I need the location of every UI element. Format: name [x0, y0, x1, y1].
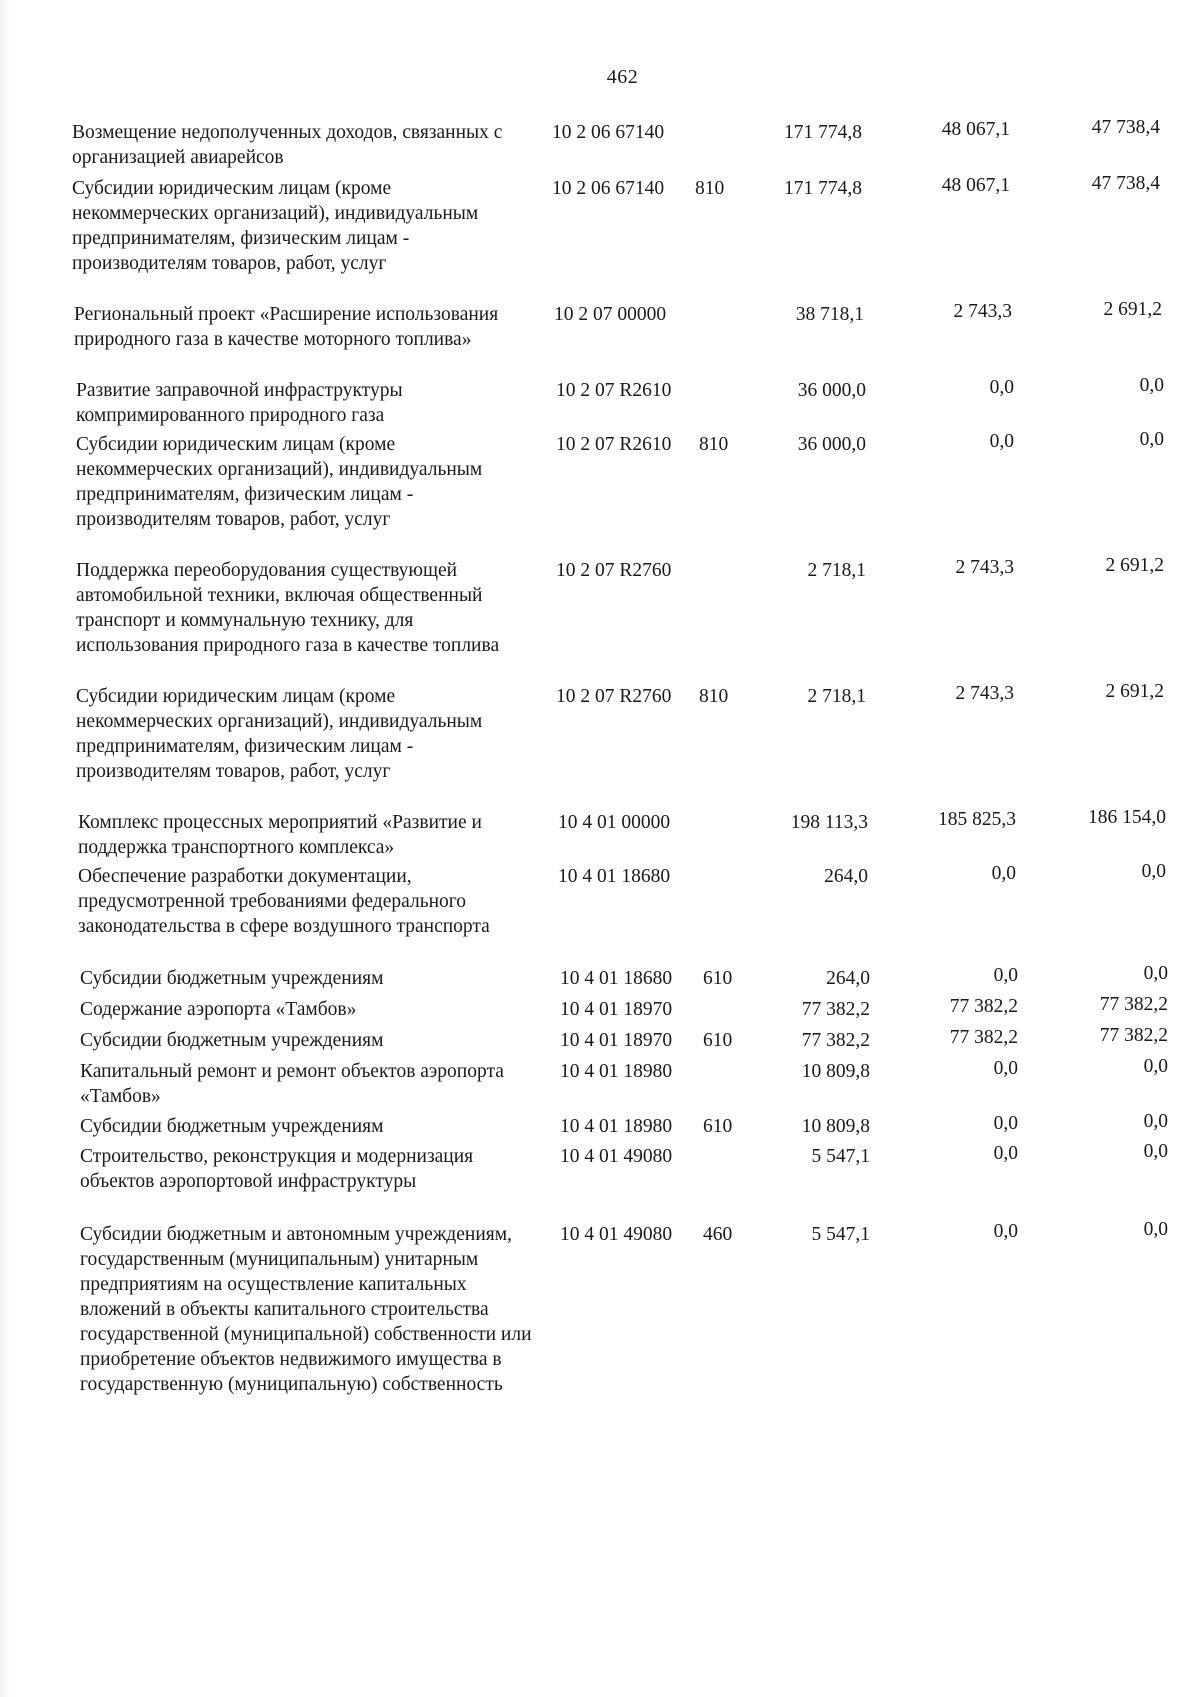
row-code: 10 4 01 49080: [560, 1224, 673, 1245]
row-name: Субсидии бюджетным и автономным учреждениям, государственным (муниципальным) унитарным предприятиям на осуществление капитальных вложений в объекты капитального строительства государственной (муниципальной) собственности или приобретение объектов недвижимого имущества в государственную (муниципальную) собственность: [80, 1224, 532, 1395]
row-code: 10 2 07 00000: [554, 304, 667, 325]
row-expense-type: 810: [699, 686, 729, 707]
row-value-3: 2 691,2: [1103, 299, 1162, 320]
row-code: 10 4 01 18970: [560, 1030, 673, 1051]
row-code: 10 4 01 00000: [558, 812, 671, 833]
row-value-2: 77 382,2: [949, 996, 1018, 1017]
row-value-3: 77 382,2: [1099, 994, 1168, 1015]
row-value-1: 36 000,0: [797, 380, 866, 401]
row-value-1: 77 382,2: [801, 999, 870, 1020]
row-name: Поддержка переоборудования существующей автомобильной техники, включая общественный транспорт и коммунальную технику, для использования природного газа в качестве топлива: [76, 560, 500, 656]
row-value-2: 2 743,3: [953, 301, 1012, 322]
row-value-3: 0,0: [1143, 1056, 1168, 1077]
row-value-3: 186 154,0: [1088, 807, 1166, 828]
row-value-3: 0,0: [1143, 1141, 1168, 1162]
row-value-2: 2 743,3: [955, 557, 1014, 578]
row-value-3: 47 738,4: [1091, 173, 1160, 194]
row-expense-type: 460: [703, 1224, 733, 1245]
row-value-3: 0,0: [1143, 1111, 1168, 1132]
row-code: 10 2 07 R2610: [556, 434, 672, 455]
row-code: 10 4 01 18970: [560, 999, 673, 1020]
row-name: Строительство, реконструкция и модернизация объектов аэропортовой инфраструктуры: [80, 1146, 474, 1192]
row-code: 10 2 07 R2760: [556, 560, 672, 581]
row-name: Субсидии бюджетным учреждениям: [80, 1116, 384, 1137]
row-value-3: 0,0: [1139, 429, 1164, 450]
row-name: Субсидии юридическим лицам (кроме некоммерческих организаций), индивидуальным предпринимателям, физическим лицам - производителям товаров, работ, услуг: [76, 434, 483, 530]
row-value-2: 48 067,1: [941, 175, 1010, 196]
row-value-1: 198 113,3: [790, 812, 868, 833]
row-value-1: 264,0: [824, 866, 868, 887]
row-value-3: 2 691,2: [1105, 681, 1164, 702]
row-value-2: 0,0: [989, 377, 1014, 398]
row-code: 10 4 01 49080: [560, 1146, 673, 1167]
row-value-2: 0,0: [991, 863, 1016, 884]
row-code: 10 2 06 67140: [552, 178, 665, 199]
row-value-1: 10 809,8: [801, 1116, 870, 1137]
row-value-1: 171 774,8: [784, 122, 862, 143]
row-code: 10 4 01 18980: [560, 1061, 673, 1082]
row-name: Обеспечение разработки документации, предусмотренной требованиями федерального законодательства в сфере воздушного транспорта: [78, 866, 490, 937]
row-expense-type: 810: [695, 178, 725, 199]
row-name: Комплекс процессных мероприятий «Развитие и поддержка транспортного комплекса»: [78, 812, 482, 858]
row-name: Капитальный ремонт и ремонт объектов аэропорта «Тамбов»: [80, 1061, 504, 1107]
row-code: 10 4 01 18980: [560, 1116, 673, 1137]
row-code: 10 2 06 67140: [552, 122, 665, 143]
row-value-1: 10 809,8: [801, 1061, 870, 1082]
row-name: Субсидии бюджетным учреждениям: [80, 1030, 384, 1051]
row-value-3: 77 382,2: [1099, 1025, 1168, 1046]
row-name: Субсидии юридическим лицам (кроме некоммерческих организаций), индивидуальным предпринимателям, физическим лицам - производителям товаров, работ, услуг: [72, 178, 479, 274]
row-name: Субсидии юридическим лицам (кроме некоммерческих организаций), индивидуальным предпринимателям, физическим лицам - производителям товаров, работ, услуг: [76, 686, 483, 782]
row-name: Развитие заправочной инфраструктуры компримированного природного газа: [76, 380, 403, 426]
page-number: 462: [606, 66, 639, 88]
row-value-2: 0,0: [993, 965, 1018, 986]
row-value-1: 38 718,1: [795, 304, 864, 325]
row-value-3: 0,0: [1143, 963, 1168, 984]
row-value-3: 0,0: [1139, 375, 1164, 396]
row-value-1: 5 547,1: [811, 1146, 870, 1167]
row-value-3: 2 691,2: [1105, 555, 1164, 576]
row-value-2: 185 825,3: [938, 809, 1016, 830]
row-value-2: 0,0: [993, 1143, 1018, 1164]
row-code: 10 2 07 R2610: [556, 380, 672, 401]
row-code: 10 4 01 18680: [560, 968, 673, 989]
row-value-2: 77 382,2: [949, 1027, 1018, 1048]
row-value-3: 0,0: [1141, 861, 1166, 882]
row-value-2: 0,0: [989, 431, 1014, 452]
row-value-1: 171 774,8: [784, 178, 862, 199]
row-value-1: 5 547,1: [811, 1224, 870, 1245]
row-expense-type: 610: [703, 1030, 733, 1051]
row-value-3: 0,0: [1143, 1219, 1168, 1240]
row-expense-type: 610: [703, 968, 733, 989]
row-name: Возмещение недополученных доходов, связанных с организацией авиарейсов: [72, 122, 503, 168]
row-value-1: 77 382,2: [801, 1030, 870, 1051]
scan-edge-shadow: [0, 0, 10, 1697]
row-value-1: 264,0: [826, 968, 870, 989]
row-code: 10 4 01 18680: [558, 866, 671, 887]
row-value-2: 48 067,1: [941, 119, 1010, 140]
row-value-1: 2 718,1: [807, 560, 866, 581]
row-name: Региональный проект «Расширение использования природного газа в качестве моторного топлива»: [74, 304, 499, 350]
row-value-1: 36 000,0: [797, 434, 866, 455]
row-value-1: 2 718,1: [807, 686, 866, 707]
row-value-2: 0,0: [993, 1113, 1018, 1134]
row-expense-type: 810: [699, 434, 729, 455]
row-value-3: 47 738,4: [1091, 117, 1160, 138]
row-value-2: 2 743,3: [955, 683, 1014, 704]
row-value-2: 0,0: [993, 1221, 1018, 1242]
row-expense-type: 610: [703, 1116, 733, 1137]
row-name: Субсидии бюджетным учреждениям: [80, 968, 384, 989]
row-code: 10 2 07 R2760: [556, 686, 672, 707]
row-value-2: 0,0: [993, 1058, 1018, 1079]
row-name: Содержание аэропорта «Тамбов»: [80, 999, 357, 1020]
